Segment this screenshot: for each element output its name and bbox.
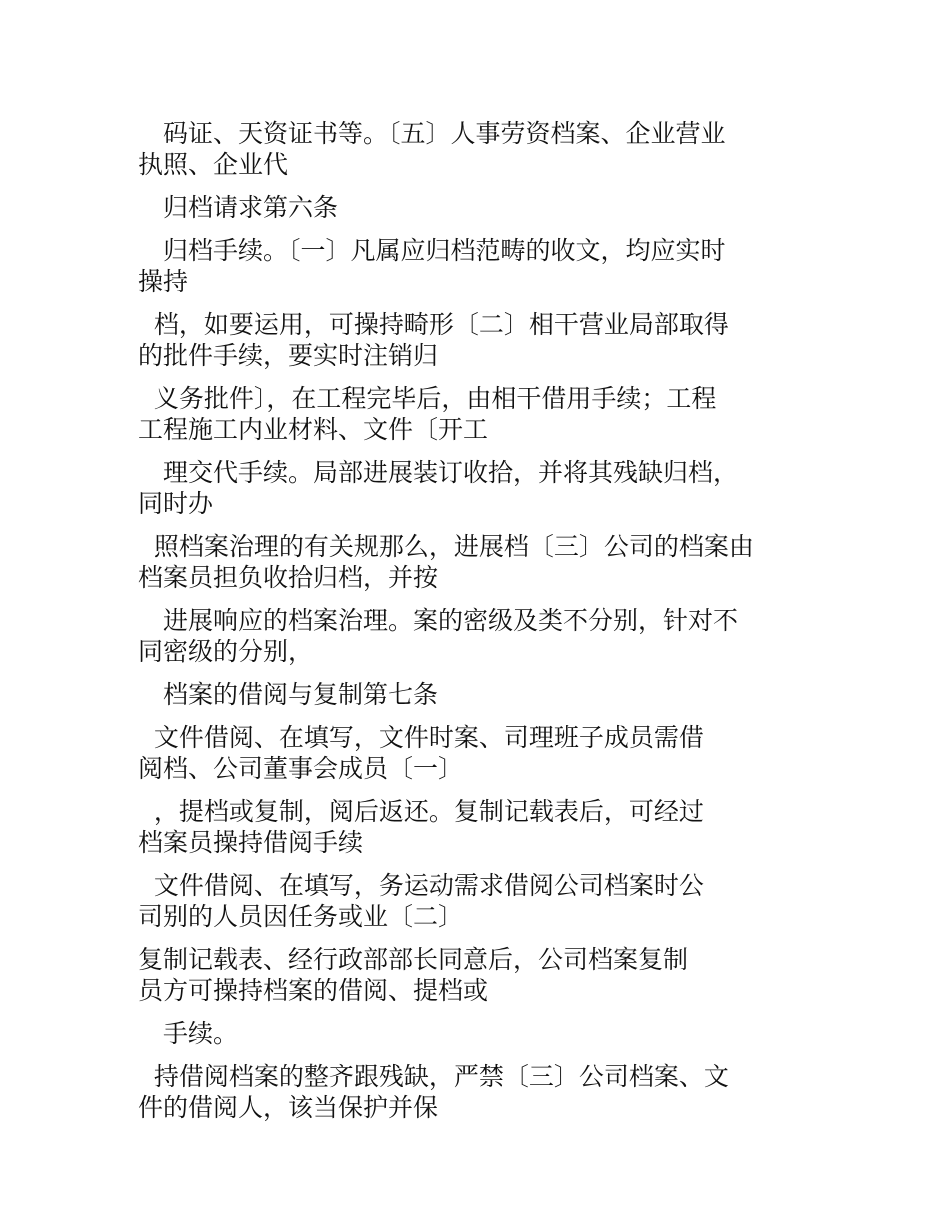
paragraph (138, 870, 788, 932)
paragraph (138, 118, 788, 180)
paragraph (138, 679, 788, 710)
text-line: 进展响应的档案治理。案的密级及类不分别，针对不 (138, 606, 739, 635)
paragraph (138, 944, 788, 1006)
text-line: 的批件手续，要实时注销归 (138, 341, 439, 370)
paragraph (138, 722, 788, 784)
text-line: 同时办 (138, 489, 214, 518)
paragraph (138, 457, 788, 519)
section-heading: 档案的借阅与复制第七条 (138, 680, 439, 709)
paragraph (138, 796, 788, 858)
paragraph (138, 235, 788, 297)
text-line: 档案员操持借阅手续 (138, 828, 364, 857)
paragraph (138, 1018, 788, 1049)
text-line: 码证、天资证书等。〔五〕人事劳资档案、企业营业 (138, 119, 726, 148)
text-line: 复制记载表、经行政部部长同意后，公司档案复制 (138, 945, 689, 974)
text-line: 件的借阅人，该当保护并保 (138, 1093, 439, 1122)
text-line: 档案员担负收拾归档，并按 (138, 563, 439, 592)
text-line: 同密级的分别， (138, 637, 314, 666)
section-heading: 归档请求第六条 (138, 193, 339, 222)
text-line: 照档案治理的有关规那么，进展档〔三〕公司的档案由 (138, 532, 754, 561)
text-line: 理交代手续。局部进展装订收拾，并将其残缺归档， (138, 458, 739, 487)
text-line: 档，如要运用，可操持畸形〔二〕相干营业局部取得 (138, 310, 729, 339)
text-line: 执照、企业代 (138, 150, 289, 179)
paragraph (138, 383, 788, 445)
text-line: 员方可操持档案的借阅、提档或 (138, 976, 489, 1005)
text-line: 持借阅档案的整齐跟残缺，严禁〔三〕公司档案、文 (138, 1062, 729, 1091)
text-line: 操持 (138, 267, 189, 296)
paragraph (138, 192, 788, 223)
document-body (138, 118, 788, 1135)
paragraph (138, 531, 788, 593)
text-line: 归档手续。〔一〕凡属应归档范畴的收文，均应实时 (138, 236, 726, 265)
paragraph (138, 605, 788, 667)
text-line: 手续。 (138, 1019, 239, 1048)
paragraph (138, 309, 788, 371)
text-line: 义务批件〕，在工程完毕后，由相干借用手续；工程 (138, 384, 717, 413)
paragraph (138, 1061, 788, 1123)
text-line: 工程施工内业材料、文件〔开工 (138, 415, 489, 444)
text-line: 阅档、公司董事会成员〔一〕 (138, 754, 464, 783)
text-line: ，提档或复制，阅后返还。复制记载表后，可经过 (138, 797, 704, 826)
text-line: 文件借阅、在填写，务运动需求借阅公司档案时公 (138, 871, 704, 900)
text-line: 文件借阅、在填写，文件时案、司理班子成员需借 (138, 723, 704, 752)
text-line: 司别的人员因任务或业〔二〕 (138, 902, 464, 931)
